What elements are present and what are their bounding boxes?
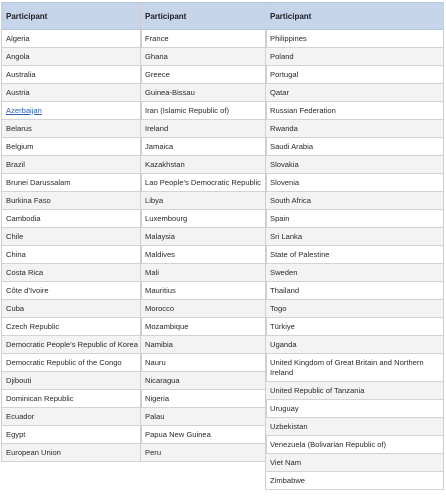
participant-name: Czech Republic: [6, 321, 60, 331]
participant-name: Malaysia: [145, 231, 175, 241]
table-cell: [266, 138, 443, 156]
participant-name: Angola: [6, 51, 30, 61]
table-cell: [141, 300, 266, 318]
participant-name: Spain: [270, 213, 290, 223]
participant-name: Philippines: [270, 33, 307, 43]
table-cell: [266, 354, 443, 382]
participant-name: Portugal: [270, 69, 299, 79]
table-cell: [266, 30, 443, 48]
participant-name: Nauru: [145, 357, 166, 367]
participant-name: Lao People’s Democratic Republic: [145, 177, 261, 187]
table-cell: [2, 192, 141, 210]
participant-name: Russian Federation: [270, 105, 336, 115]
participant-name: Slovakia: [270, 159, 299, 169]
table-cell: [266, 300, 443, 318]
table-cell: [141, 444, 266, 462]
participant-name: Slovenia: [270, 177, 300, 187]
participant-name: Egypt: [6, 429, 26, 439]
participant-name: Côte d’Ivoire: [6, 285, 49, 295]
table-cell: [141, 318, 266, 336]
table-cell: [2, 120, 141, 138]
participant-name: Poland: [270, 51, 294, 61]
participant-name: Greece: [145, 69, 170, 79]
participant-name: Sweden: [270, 267, 298, 277]
table-cell: [2, 66, 141, 84]
participant-name: Ecuador: [6, 411, 35, 421]
table-column-3: [265, 2, 444, 490]
participant-name: Rwanda: [270, 123, 298, 133]
table-cell: [266, 210, 443, 228]
table-cell: [266, 472, 443, 490]
participant-name: Morocco: [145, 303, 175, 313]
table-cell: [2, 138, 141, 156]
participant-name: Ghana: [145, 51, 168, 61]
table-cell: [2, 174, 141, 192]
participant-name: Qatar: [270, 87, 289, 97]
table-cell: [141, 48, 266, 66]
participant-name: Brunei Darussalam: [6, 177, 71, 187]
table-cell: [2, 372, 141, 390]
participant-name: State of Palestine: [270, 249, 330, 259]
participant-name: Guinea-Bissau: [145, 87, 195, 97]
table-cell: [2, 246, 141, 264]
participant-name: Austria: [6, 87, 30, 97]
participant-name: United Kingdom of Great Britain and Northern Ireland: [270, 358, 424, 377]
participant-name: Costa Rica: [6, 267, 44, 277]
table-cell: [266, 264, 443, 282]
table-cell: [266, 318, 443, 336]
table-cell: [141, 408, 266, 426]
table-cell: [2, 318, 141, 336]
table-cell: [141, 264, 266, 282]
table-cell: [2, 228, 141, 246]
table-cell: [141, 192, 266, 210]
participant-name: United Republic of Tanzania: [270, 385, 365, 395]
participant-name: Belarus: [6, 123, 32, 133]
participant-name: Algeria: [6, 33, 30, 43]
table-cell: [2, 282, 141, 300]
table-cell: [2, 300, 141, 318]
participant-name: Saudi Arabia: [270, 141, 314, 151]
participant-name: Papua New Guinea: [145, 429, 211, 439]
participant-name: Belgium: [6, 141, 34, 151]
table-cell: [2, 408, 141, 426]
table-cell: [141, 30, 266, 48]
table-cell: [266, 102, 443, 120]
participant-name: Ireland: [145, 123, 169, 133]
participant-name: Luxembourg: [145, 213, 188, 223]
table-cell: [141, 246, 266, 264]
participant-name: Mali: [145, 267, 159, 277]
table-cell: [141, 156, 266, 174]
table-cell: [266, 246, 443, 264]
participant-name: Peru: [145, 447, 162, 457]
participant-name: Cambodia: [6, 213, 41, 223]
table-cell: [141, 102, 266, 120]
participant-name: Nigeria: [145, 393, 170, 403]
table-cell: [266, 436, 443, 454]
table-cell: [2, 354, 141, 372]
table-cell: [141, 210, 266, 228]
table-cell: [2, 426, 141, 444]
participant-name: Thailand: [270, 285, 300, 295]
table-cell: [266, 418, 443, 436]
participant-name: Cuba: [6, 303, 25, 313]
participant-name: Uzbekistan: [270, 421, 308, 431]
participant-name: Democratic Republic of the Congo: [6, 357, 122, 367]
table-cell: [141, 138, 266, 156]
table-cell[interactable]: [2, 102, 141, 120]
table-cell: [2, 156, 141, 174]
table-cell: [141, 426, 266, 444]
participant-name: Mozambique: [145, 321, 189, 331]
table-cell: [266, 454, 443, 472]
column-header: Participant: [266, 2, 443, 30]
participant-name: Viet Nam: [270, 457, 302, 467]
participant-name: Venezuela (Bolivarian Republic of): [270, 439, 387, 449]
table-cell: [141, 282, 266, 300]
participant-name: Mauritius: [145, 285, 176, 295]
table-cell: [266, 84, 443, 102]
table-cell: [266, 192, 443, 210]
participant-name: Jamaica: [145, 141, 174, 151]
table-cell: [266, 156, 443, 174]
participant-name: Australia: [6, 69, 36, 79]
table-cell: [141, 228, 266, 246]
participant-name: Sri Lanka: [270, 231, 303, 241]
participant-name: France: [145, 33, 169, 43]
participant-name: Democratic People’s Republic of Korea: [6, 339, 138, 349]
table-cell: [141, 66, 266, 84]
table-cell: [141, 336, 266, 354]
participant-name: Iran (Islamic Republic of): [145, 105, 229, 115]
participant-name: Togo: [270, 303, 287, 313]
participant-name: Palau: [145, 411, 165, 421]
participant-name: Chile: [6, 231, 24, 241]
participant-name: Djibouti: [6, 375, 32, 385]
table-cell: [2, 390, 141, 408]
participant-name: Nicaragua: [145, 375, 180, 385]
participant-name: South Africa: [270, 195, 311, 205]
participant-name: Namibia: [145, 339, 173, 349]
column-header: Participant: [141, 2, 266, 30]
table-cell: [266, 174, 443, 192]
table-cell: [141, 372, 266, 390]
participant-name: Dominican Republic: [6, 393, 74, 403]
participant-name: Burkina Faso: [6, 195, 51, 205]
table-cell: [2, 30, 141, 48]
table-cell: [266, 228, 443, 246]
participant-name: China: [6, 249, 26, 259]
table-cell: [2, 264, 141, 282]
table-cell: [2, 48, 141, 66]
participant-name: Kazakhstan: [145, 159, 185, 169]
table-cell: [2, 210, 141, 228]
table-column-2: [140, 2, 267, 462]
table-cell: [266, 66, 443, 84]
table-cell: [141, 390, 266, 408]
participant-name: Uganda: [270, 339, 297, 349]
table-cell: [141, 174, 266, 192]
table-cell: [141, 84, 266, 102]
participant-name: Brazil: [6, 159, 25, 169]
table-cell: [141, 354, 266, 372]
table-cell: [266, 382, 443, 400]
table-cell: [266, 336, 443, 354]
table-cell: [266, 48, 443, 66]
table-cell: [266, 282, 443, 300]
participant-name: Libya: [145, 195, 164, 205]
table-column-1: [1, 2, 142, 462]
table-cell: [2, 84, 141, 102]
participant-name: Uruguay: [270, 403, 299, 413]
participant-name: Zimbabwe: [270, 475, 306, 485]
participant-name: European Union: [6, 447, 61, 457]
table-cell: [266, 120, 443, 138]
participant-name: Türkiye: [270, 321, 295, 331]
participant-link[interactable]: Azerbaijan: [6, 105, 42, 115]
column-header: Participant: [2, 2, 141, 30]
table-cell: [141, 120, 266, 138]
participant-name: Maldives: [145, 249, 175, 259]
table-cell: [2, 336, 141, 354]
table-cell: [266, 400, 443, 418]
table-cell: [2, 444, 141, 462]
